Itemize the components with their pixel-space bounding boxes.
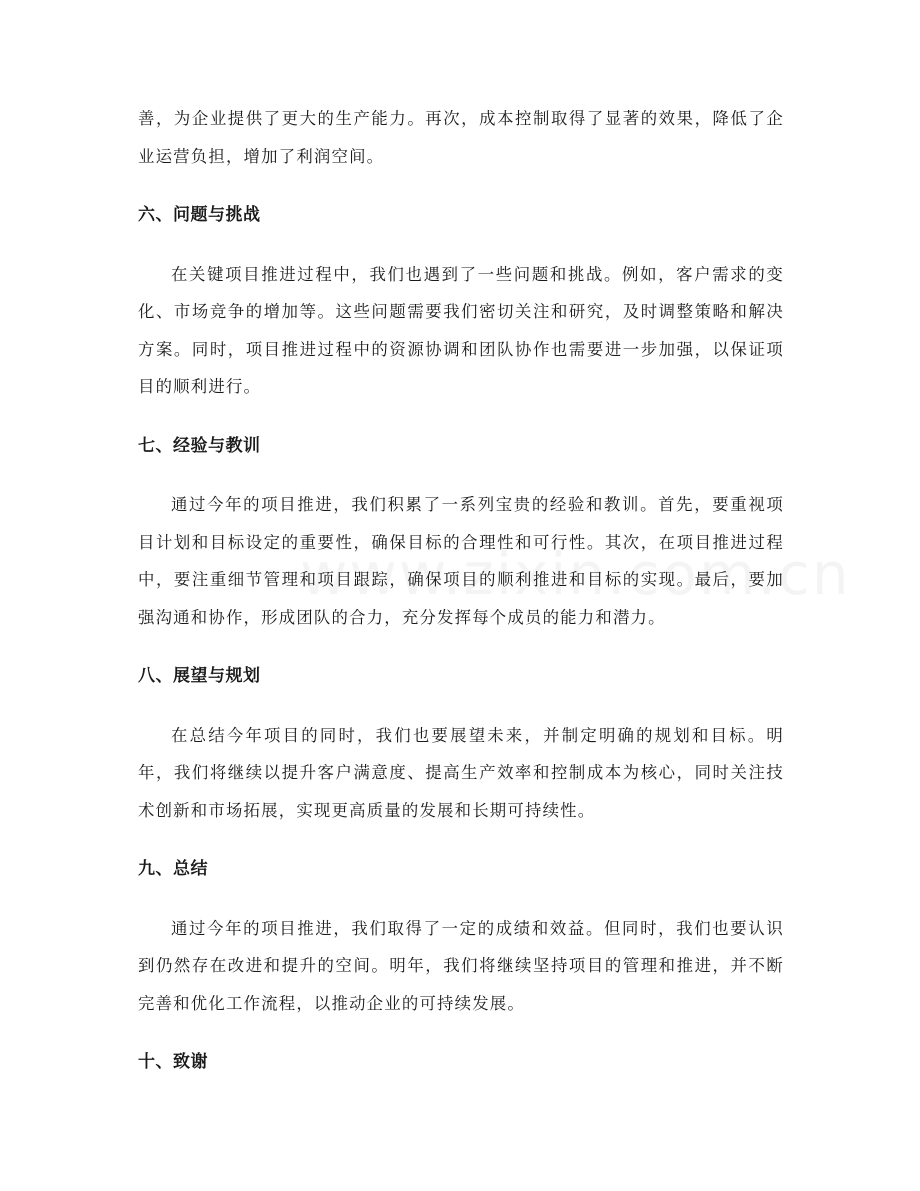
paragraph-problems: 在关键项目推进过程中，我们也遇到了一些问题和挑战。例如，客户需求的变化、市场竞争的增加等。这些问题需要我们密切关注和研究，及时调整策略和解决方案。同时，项目推进过程中的资源协调和团队协作也需要进一步加强，以保证项目的顺利进行。: [138, 264, 784, 396]
heading-problems: 六、问题与挑战: [138, 205, 261, 225]
document-body: [138, 100, 784, 1082]
heading-thanks: 十、致谢: [138, 1052, 208, 1072]
heading-summary: 九、总结: [138, 859, 208, 879]
heading-outlook: 八、展望与规划: [138, 666, 261, 686]
paragraph-lessons: 通过今年的项目推进，我们积累了一系列宝贵的经验和教训。首先，要重视项目计划和目标设定的重要性，确保目标的合理性和可行性。其次，在项目推进过程中，要注重细节管理和项目跟踪，确保项目的顺利推进和目标的实现。最后，要加强沟通和协作，形成团队的合力，充分发挥每个成员的能力和潜力。: [138, 495, 784, 627]
paragraph-continuation: 善，为企业提供了更大的生产能力。再次，成本控制取得了显著的效果，降低了企业运营负担，增加了利润空间。: [138, 109, 784, 166]
heading-lessons: 七、经验与教训: [138, 435, 261, 456]
paragraph-summary: 通过今年的项目推进，我们取得了一定的成绩和效益。但同时，我们也要认识到仍然存在改进和提升的空间。明年，我们将继续坚持项目的管理和推进，并不断完善和优化工作流程，以推动企业的可持续发展。: [138, 918, 784, 1013]
paragraph-outlook: 在总结今年项目的同时，我们也要展望未来，并制定明确的规划和目标。明年，我们将继续以提升客户满意度、提高生产效率和控制成本为核心，同时关注技术创新和市场拓展，实现更高质量的发展和长期可持续性。: [138, 725, 784, 820]
